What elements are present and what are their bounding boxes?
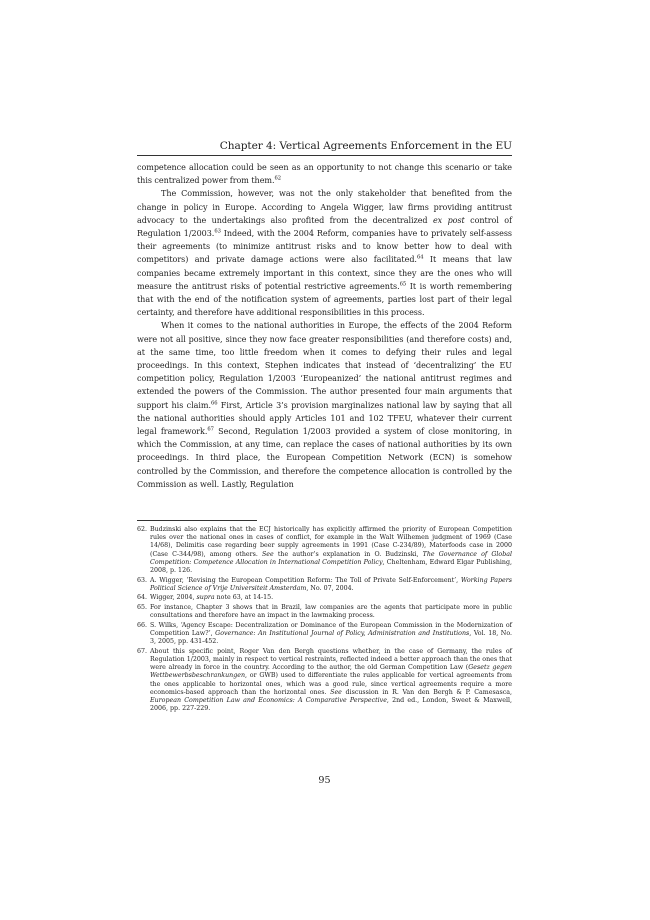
footnote-ref-63[interactable]: 63	[214, 228, 221, 235]
paragraph-1: competence allocation could be seen as an opportunity to not change this scenario or take this centralized power from them.$^{62}$	[137, 163, 512, 186]
footnote-67: 67. About this specific point, Roger Van den Bergh questions whether, in the case of Germany, the rules of Regulation 1/2003, mainly in respect to vertical restraints, reflected indeed a better approach than the ones that were already in force in the country. According to the author, the old German Competition Law (Gesetz gegen Wettbewerbsbeschrankungen, or GWB) used to differentiate the rules applicable for vertical agreements from the ones applicable to horizontal ones, which was a good rule, since vertical agreements require a more economics-based approach than the horizontal ones. See discussion in R. Van den Bergh & P. Camesasca, European Competition Law and Economics: A Comparative Perspective, 2nd ed., London, Sweet & Maxwell, 2006, pp. 227-229.	[137, 647, 512, 713]
footnote-62: 62. Budzinski also explains that the ECJ historically has explicitly affirmed the priority of European Competition rules over the national ones in cases of conflict, for example in the Walt Wilhemen judgment of 1969 (Case 14/68), Delimitis case regarding beer supply agreements in 1991 (Case C-234/89), Materfoods case in 2000 (Case C-344/98), among others. See the author’s explanation in O. Budzinski, The Governance of Global Competition: Competence Allocation in International Competition Policy, Cheltenham, Edward Elgar Publishing, 2008, p. 126.	[137, 526, 513, 575]
footnote-ref-62[interactable]: 62	[274, 175, 282, 182]
footnote-65: 65. For instance, Chapter 3 shows that in Brazil, law companies are the agents that participate more in public consultations and therefore have an impact in the lawmaking process.	[137, 604, 512, 620]
footnote-64: 64. Wigger, 2004, supra note 63, at 14-15.	[137, 594, 274, 602]
header-rule	[137, 155, 512, 156]
page-number: 95	[318, 775, 331, 786]
footnotes	[137, 526, 512, 715]
footnote-ref-65[interactable]: 65	[399, 281, 407, 288]
footnote-ref-67[interactable]: 67	[207, 426, 214, 433]
footnote-63: 63. A. Wigger, ‘Revising the European Competition Reform: The Toll of Private Self-Enforcement’, Working Papers Political Science of Vrije Universiteit Amsterdam, No. 07, 2004.	[137, 576, 512, 592]
paragraph-3: When it comes to the national authorities in Europe, the effects of the 2004 Reform were not all positive, since they now face greater responsibilities (and therefore costs) and, at the same time, too little freedom when it comes to defying their rules and legal proceedings. In this context, Stephen indicates that instead of ‘decentralizing’ the EU competition policy, Regulation 1/2003 ‘Europeanized’ the national antitrust regimes and extended the powers of the Commission. The author presented four main arguments that support his claim.$^{66}$ First, Article 3’s provision marginalizes national law by saying that all the national authorities should apply Articles 101 and 102 TFEU, whatever their current legal framework.$^{67}$ Second, Regulation 1/2003 provided a system of close monitoring, in which the Commission, at any time, can replace the cases of national authorities by its own proceedings. In third place, the European Competition Network (ECN) is somehow controlled by the Commission, and therefore the competence allocation is controlled by the Commission as well. Lastly, Regulation	[137, 321, 512, 489]
footnote-ref-64[interactable]: 64	[416, 254, 424, 261]
footnote-66: 66. S. Wilks, ‘Agency Escape: Decentralization or Dominance of the European Commission in the Modernization of Competition Law?’, Governance: An Institutional Journal of Policy, Administration and Institutions, Vol. 18, No. 3, 2005, pp. 431-452.	[137, 621, 512, 646]
footnote-ref-66[interactable]: 66	[210, 400, 218, 407]
footnote-rule	[137, 520, 257, 521]
running-head: Chapter 4: Vertical Agreements Enforcement in the EU	[219, 140, 512, 152]
body-text	[137, 161, 512, 491]
paragraph-2: The Commission, however, was not the only stakeholder that benefited from the change in policy in Europe. According to Angela Wigger, law firms providing antitrust advocacy to the undertakings also profited from the decentralized ex post control of Regulation 1/2003.63 Indeed, with the 2004 Reform, companies have to privately self-assess their agreements (to minimize antitrust risks and to know better how to deal with competitors) and private damage actions were also facilitated.$^{64}$ It means that law companies became extremely important in this context, since they are the ones who will measure the antitrust risks of potential restrictive agreements.$^{65}$ It is worth remembering that with the end of the notification system of agreements, parties lost part of their legal certainty, and therefore have additional responsibilities in this process.	[137, 189, 512, 318]
